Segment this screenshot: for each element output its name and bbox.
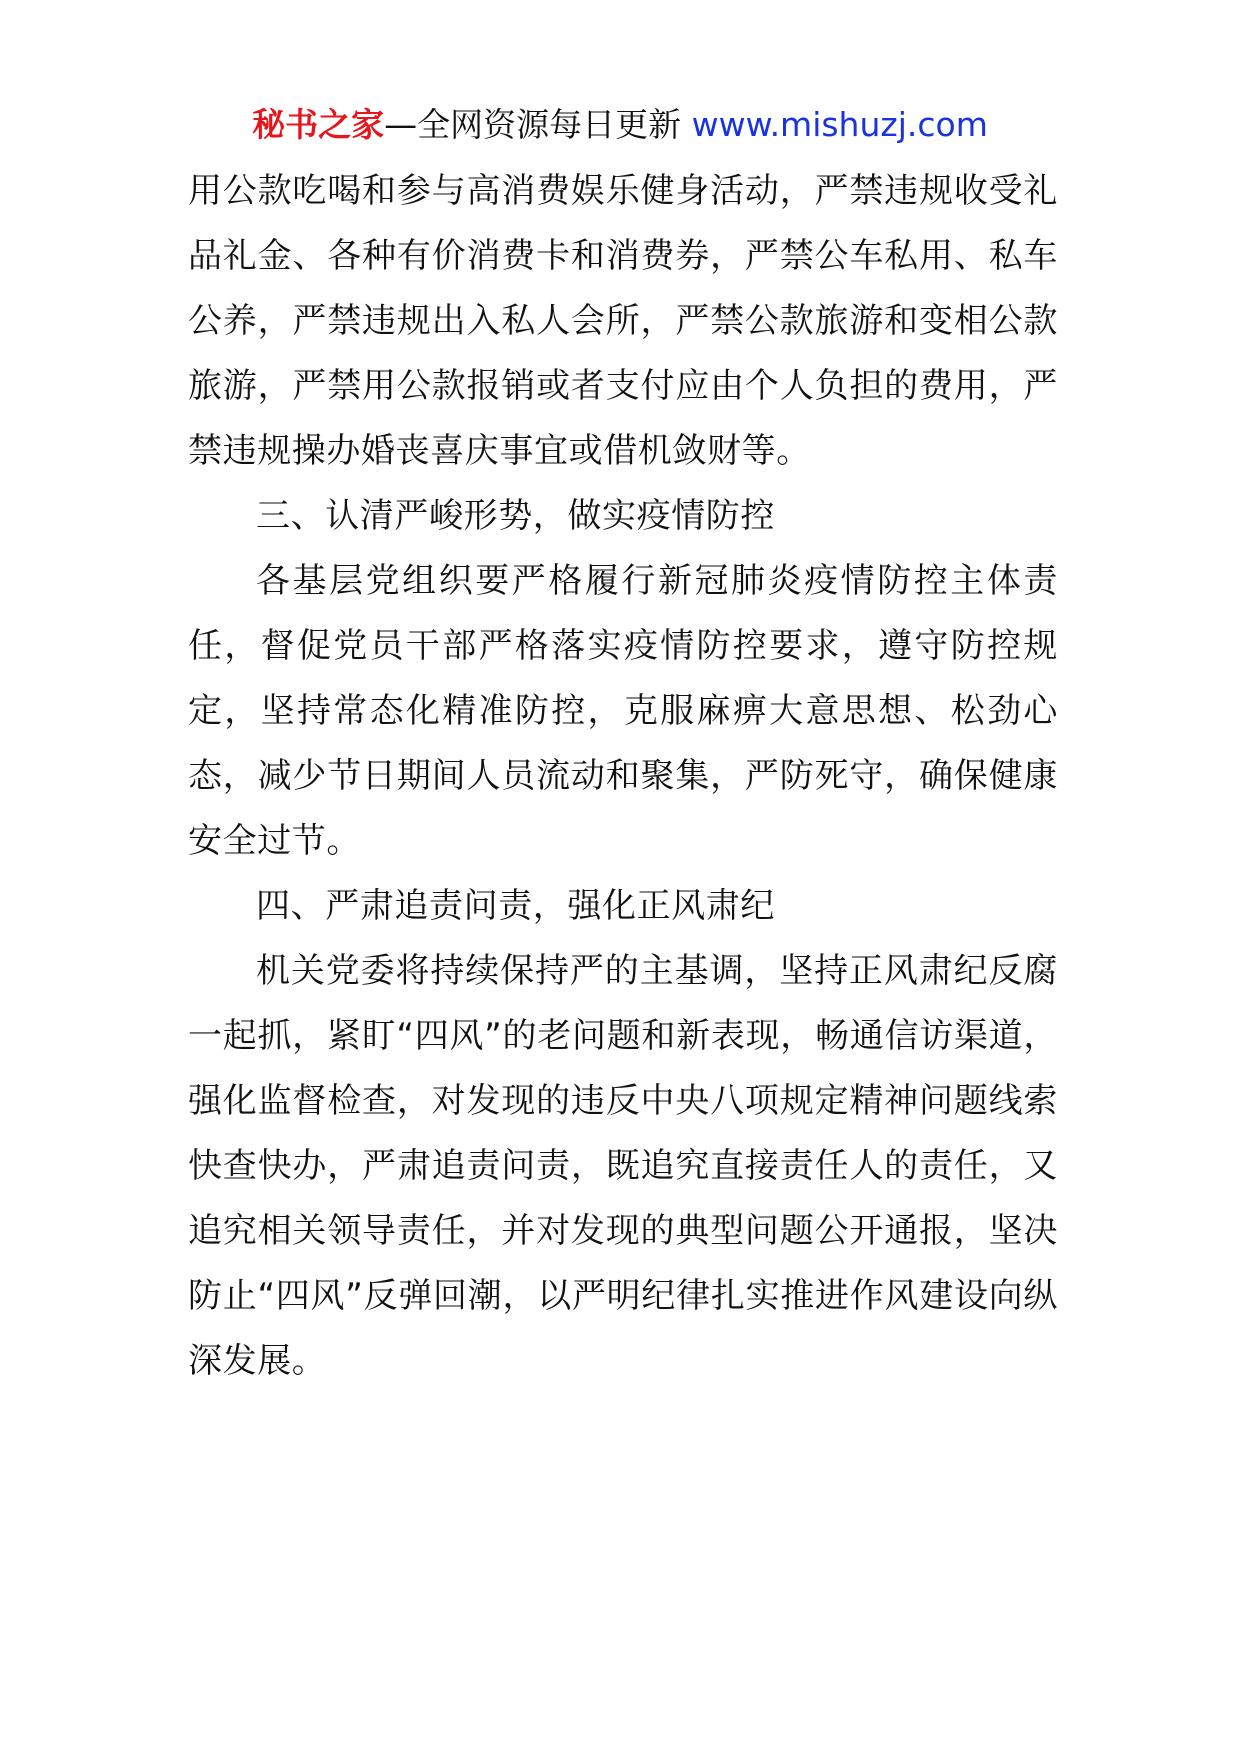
- page-header: [0, 100, 1240, 150]
- paragraph-section-3: 各基层党组织要严格履行新冠肺炎疫情防控主体责任，督促党员干部严格落实疫情防控要求，遵守防控规定，坚持常态化精准防控，克服麻痹大意思想、松劲心态，减少节日期间人员流动和聚集，严防死守，确保健康安全过节。: [188, 561, 1058, 861]
- brand-name: 秘书之家: [252, 105, 385, 144]
- site-url-link[interactable]: www.mishuzj.com: [691, 105, 988, 144]
- paragraph-section-4: 机关党委将持续保持严的主基调，坚持正风肃纪反腐一起抓，紧盯“四风”的老问题和新表现，畅通信访渠道，强化监督检查，对发现的违反中央八项规定精神问题线索快查快办，严肃追责问责，既追究直接责任人的责任，又追究相关领导责任，并对发现的典型问题公开通报，坚决防止“四风”反弹回潮，以严明纪律扎实推进作风建设向纵深发展。: [188, 951, 1058, 1381]
- header-tagline: —全网资源每日更新: [384, 105, 692, 144]
- document-body: [188, 159, 1058, 1394]
- paragraph-continuation: 用公款吃喝和参与高消费娱乐健身活动，严禁违规收受礼品礼金、各种有价消费卡和消费券，严禁公车私用、私车公养，严禁违规出入私人会所，严禁公款旅游和变相公款旅游，严禁用公款报销或者支付应由个人负担的费用，严禁违规操办婚丧喜庆事宜或借机敛财等。: [188, 171, 1058, 471]
- section-heading-3: 三、认清严峻形势，做实疫情防控: [256, 496, 775, 536]
- section-heading-4: 四、严肃追责问责，强化正风肃纪: [256, 886, 775, 926]
